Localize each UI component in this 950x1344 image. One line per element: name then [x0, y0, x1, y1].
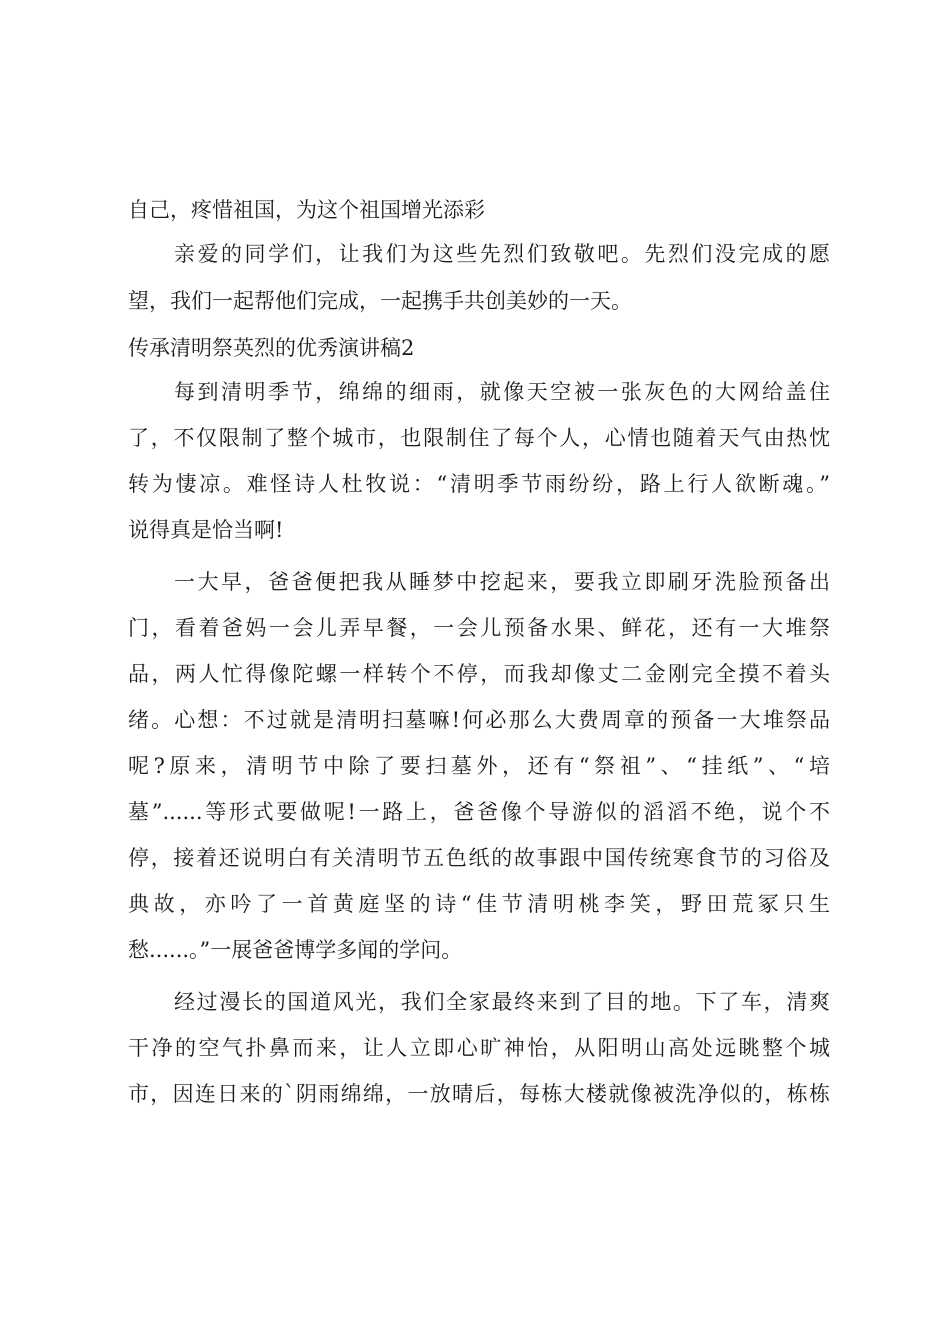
text-line: 墓”......等形式要做呢!一路上，爸爸像个导游似的滔滔不绝，说个不	[128, 800, 830, 824]
section-heading	[128, 330, 830, 366]
text-line: 望，我们一起帮他们完成，一起携手共创美妙的一天。	[128, 289, 632, 313]
paragraph-continuation	[128, 188, 830, 224]
paragraph	[128, 984, 830, 1106]
paragraph	[128, 236, 830, 313]
text-line: 转为悽凉。难怪诗人杜牧说：“清明季节雨纷纷，路上行人欲断魂。”	[128, 472, 830, 496]
heading-text: 传承清明祭英烈的优秀演讲稿2	[128, 336, 415, 360]
text-line: 典故，亦吟了一首黄庭坚的诗“佳节清明桃李笑，野田荒冢只生	[128, 892, 830, 916]
text-line: 门，看着爸妈一会儿弄早餐，一会儿预备水果、鲜花，还有一大堆祭	[128, 616, 830, 640]
text-line: 了，不仅限制了整个城市，也限制住了每个人，心情也随着天气由热忱	[128, 426, 830, 450]
text-line: 经过漫长的国道风光，我们全家最终来到了目的地。下了车，清爽	[174, 990, 830, 1014]
text-line: 绪。心想：不过就是清明扫墓嘛!何必那么大费周章的预备一大堆祭品	[128, 708, 830, 732]
text-line: 干净的空气扑鼻而来，让人立即心旷神怡，从阳明山高处远眺整个城	[128, 1036, 830, 1060]
paragraph	[128, 372, 830, 542]
text-line: 停，接着还说明白有关清明节五色纸的故事跟中国传统寒食节的习俗及	[128, 846, 830, 870]
text-line: 亲爱的同学们，让我们为这些先烈们致敬吧。先烈们没完成的愿	[174, 242, 830, 266]
text-line: 每到清明季节，绵绵的细雨，就像天空被一张灰色的大网给盖住	[174, 380, 830, 404]
text-line: 呢?原来，清明节中除了要扫墓外，还有“祭祖”、“挂纸”、“培	[128, 754, 830, 778]
text-line: 市，因连日来的`阴雨绵绵，一放晴后，每栋大楼就像被洗净似的，栋栋	[128, 1082, 830, 1106]
text-line: 一大早，爸爸便把我从睡梦中挖起来，要我立即刷牙洗脸预备出	[174, 570, 830, 594]
text-line: 说得真是恰当啊!	[128, 518, 284, 542]
text-line: 愁......。”一展爸爸博学多闻的学问。	[128, 938, 463, 962]
text-line: 自己，疼惜祖国，为这个祖国增光添彩	[128, 198, 485, 222]
document-body	[128, 188, 830, 1106]
paragraph	[128, 564, 830, 962]
text-line: 品，两人忙得像陀螺一样转个不停，而我却像丈二金刚完全摸不着头	[128, 662, 830, 686]
